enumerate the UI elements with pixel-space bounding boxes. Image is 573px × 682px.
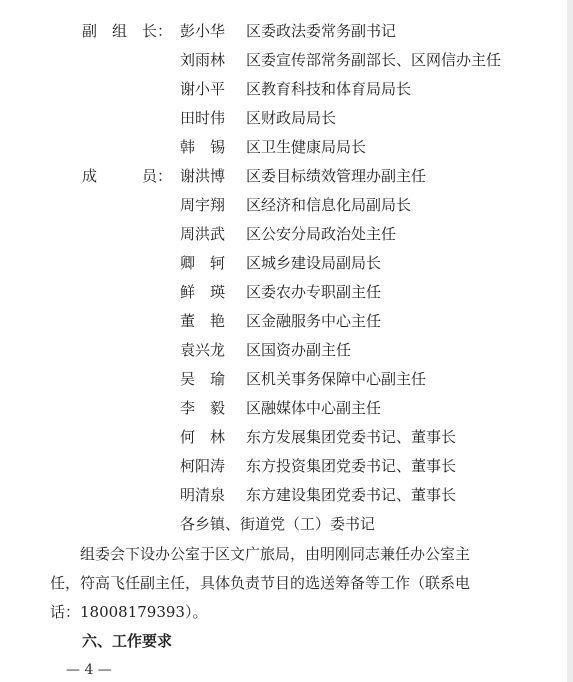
member-name: 谢小平 xyxy=(180,80,226,98)
member-name: 李 毅 xyxy=(180,399,226,417)
role-label: 副 组 长： xyxy=(82,22,173,40)
member-name: 吴 瑜 xyxy=(180,370,226,388)
member-title: 区融媒体中心副主任 xyxy=(246,399,382,417)
member-title: 东方发展集团党委书记、董事长 xyxy=(246,428,457,446)
member-title: 区经济和信息化局副局长 xyxy=(246,196,412,214)
member-name: 田时伟 xyxy=(180,109,226,127)
section-heading: 六、工作要求 xyxy=(82,632,173,650)
member-name: 周洪武 xyxy=(180,225,226,243)
member-group: 各乡镇、街道党（工）委书记 xyxy=(180,515,376,533)
member-name: 周宇翔 xyxy=(180,196,226,214)
member-title: 区公安分局政治处主任 xyxy=(246,225,397,243)
member-title: 区财政局局长 xyxy=(246,109,337,127)
member-name: 卿 轲 xyxy=(180,254,226,272)
member-name: 鲜 瑛 xyxy=(180,283,226,301)
paragraph-line: 任，符高飞任副主任，具体负责节目的选送筹备等工作（联系电 xyxy=(50,574,471,592)
member-title: 区金融服务中心主任 xyxy=(246,312,382,330)
member-name: 袁兴龙 xyxy=(180,341,226,359)
member-name: 明清泉 xyxy=(180,486,226,504)
member-title: 区委农办专职副主任 xyxy=(246,283,382,301)
member-title: 区委政法委常务副书记 xyxy=(246,22,397,40)
member-title: 区机关事务保障中心副主任 xyxy=(246,370,427,388)
member-name: 谢洪博 xyxy=(180,167,226,185)
member-title: 区委目标绩效管理办副主任 xyxy=(246,167,427,185)
page-edge xyxy=(567,0,573,682)
paragraph-line: 话：18008179393）。 xyxy=(50,603,208,621)
member-name: 董 艳 xyxy=(180,312,226,330)
member-name: 何 林 xyxy=(180,428,226,446)
member-name: 刘雨林 xyxy=(180,51,226,69)
member-title: 东方建设集团党委书记、董事长 xyxy=(246,486,457,504)
member-name: 柯阳涛 xyxy=(180,457,226,475)
member-name: 韩 锡 xyxy=(180,138,226,156)
member-title: 区城乡建设局副局长 xyxy=(246,254,382,272)
role-label: 成 员： xyxy=(82,167,173,185)
member-title: 区卫生健康局局长 xyxy=(246,138,367,156)
member-title: 区教育科技和体育局局长 xyxy=(246,80,412,98)
member-title: 区委宣传部常务副部长、区网信办主任 xyxy=(246,51,502,69)
member-title: 东方投资集团党委书记、董事长 xyxy=(246,457,457,475)
member-title: 区国资办副主任 xyxy=(246,341,352,359)
member-name: 彭小华 xyxy=(180,22,226,40)
paragraph-line: 组委会下设办公室于区文广旅局，由明刚同志兼任办公室主 xyxy=(80,545,471,563)
page-number: — 4 — xyxy=(66,662,112,678)
